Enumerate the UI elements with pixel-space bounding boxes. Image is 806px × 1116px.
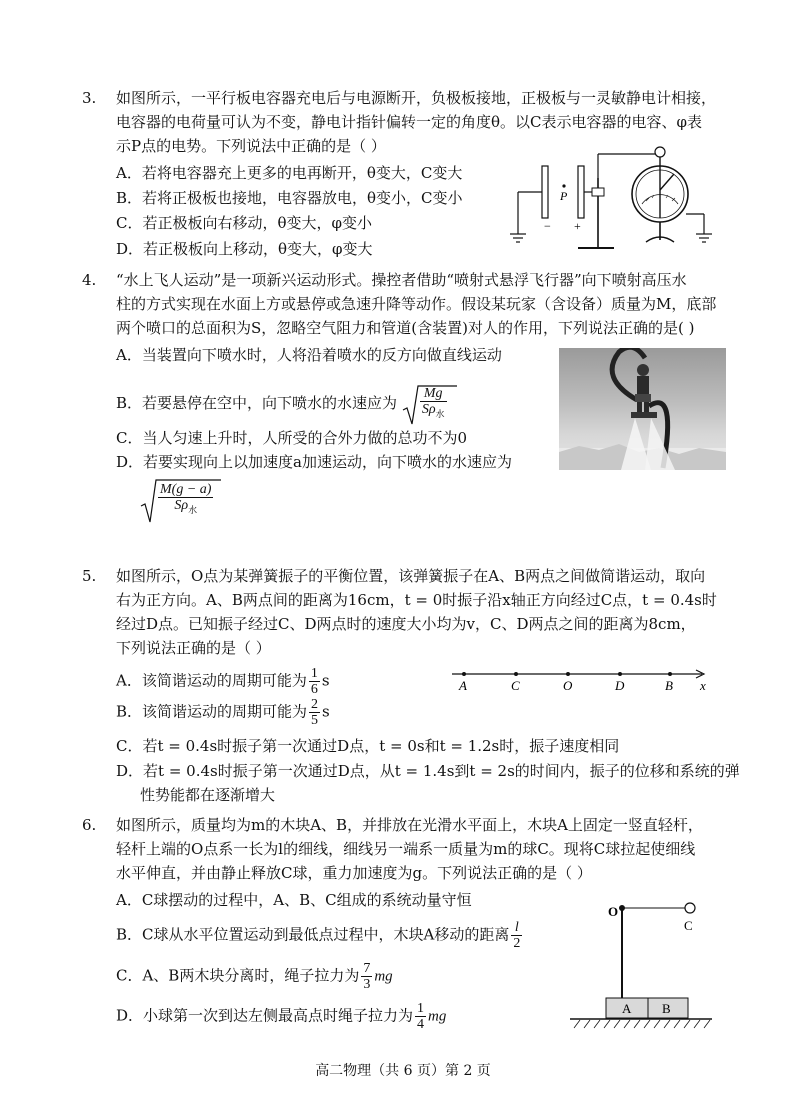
q3-label-minus: − xyxy=(544,219,551,233)
q3-number: 3. xyxy=(82,89,97,107)
q4-number: 4. xyxy=(82,271,97,289)
q5-option-c: C．若t = 0.4s时振子第一次通过D点，t = 0s和t = 1.2s时，振子速度相同 xyxy=(116,737,620,755)
q5-option-b: B．该简谐运动的周期可能为 $\frac{2}{5}$ s xyxy=(116,697,330,728)
q5-number-line-figure xyxy=(448,664,714,694)
q5-option-b-fraction: $\frac{2}{5}$ xyxy=(311,697,319,728)
page-footer: 高二物理（共 6 页）第 2 页 xyxy=(315,1063,491,1079)
axis-label-c: C xyxy=(511,678,520,693)
q6-label-c: C xyxy=(684,918,693,933)
q6-stem-line-1: 如图所示，质量均为m的木块A、B，并排放在光滑水平面上，木块A上固定一竖直轻杆， xyxy=(116,816,703,834)
q3-stem-line-2: 电容器的电荷量可认为不变，静电计指针偏转一定的角度θ。以C表示电容器的电容、φ表 xyxy=(116,113,703,131)
q6-option-b-fraction: $\frac{l}{2}$ xyxy=(513,920,521,951)
axis-label-o: O xyxy=(563,678,573,693)
q6-option-d: D．小球第一次到达左侧最高点时绳子拉力为 $\frac{1}{4}$ mg xyxy=(116,1001,447,1032)
q6-option-d-fraction: $\frac{1}{4}$ xyxy=(417,1001,425,1032)
q4-option-b-sqrt xyxy=(402,386,449,422)
q4-option-d-sqrt xyxy=(140,478,215,518)
q6-stem-line-3: 水平伸直，并由静止释放C球，重力加速度为g。下列说法正确的是（ ） xyxy=(116,864,592,882)
q3-stem-line-3: 示P点的电势。下列说法中正确的是（ ） xyxy=(116,137,386,155)
q6-number: 6. xyxy=(82,816,97,834)
q4-option-d-text: D．若要实现向上以加速度a加速运动，向下喷水的水速应为 xyxy=(116,453,512,471)
q4-option-b-text: B．若要悬停在空中，向下喷水的水速应为 xyxy=(116,393,398,412)
axis-label-x: x xyxy=(700,678,706,693)
q6-option-a: A．C球摆动的过程中，A、B、C组成的系统动量守恒 xyxy=(116,891,472,909)
axis-label-b: B xyxy=(665,678,673,693)
q6-label-a: A xyxy=(622,1001,632,1016)
q3-option-c: C．若正极板向右移动，θ变大，φ变小 xyxy=(116,214,373,232)
q5-stem-line-3: 经过D点。已知振子经过C、D两点时的速度大小均为v，C、D两点之间的距离为8cm， xyxy=(116,615,696,633)
q6-option-c-fraction: $\frac{7}{3}$ xyxy=(363,961,371,992)
q6-pendulum-figure xyxy=(566,892,716,1030)
q5-option-d-line-2: 性势能都在逐渐增大 xyxy=(140,786,276,804)
q4-option-b-fraction: $\frac{Mg}{S\rho_水}$ xyxy=(421,386,445,419)
q3-option-b: B．若将正极板也接地，电容器放电，θ变小，C变小 xyxy=(116,189,463,207)
q6-label-o: O xyxy=(608,904,619,919)
axis-label-d: D xyxy=(615,678,625,693)
q5-option-a-fraction: $\frac{1}{6}$ xyxy=(310,666,318,697)
q6-label-b: B xyxy=(662,1001,671,1016)
q6-stem-line-2: 轻杆上端的O点系一长为l的细线，细线另一端系一质量为m的球C。现将C球拉起使细线 xyxy=(116,840,696,858)
q4-option-d-fraction: $\frac{M(g - a)}{S\rho_水}$ xyxy=(160,482,212,515)
q6-option-b: B．C球从水平位置运动到最低点过程中，木块A移动的距离 $\frac{l}{2}$ xyxy=(116,920,521,951)
q3-stem-line-1: 如图所示，一平行板电容器充电后与电源断开，负极板接地，正极板与一灵敏静电计相接， xyxy=(116,89,717,107)
q5-option-d-line-1: D．若t = 0.4s时振子第一次通过D点，从t = 1.4s到t = 2s的时间内，振子的位移和系统的弹 xyxy=(116,762,740,780)
q3-label-plus: + xyxy=(574,219,581,233)
q4-option-d-formula xyxy=(140,478,215,526)
q3-capacitor-figure xyxy=(508,138,724,252)
q3-option-a: A．若将电容器充上更多的电再断开，θ变大，C变大 xyxy=(116,164,463,182)
radical-sign-icon xyxy=(140,478,222,524)
axis-label-a: A xyxy=(459,678,467,693)
q5-option-a: A．该简谐运动的周期可能为 $\frac{1}{6}$ s xyxy=(116,666,330,697)
q5-stem-line-2: 右为正方向。A、B两点间的距离为16cm，t = 0时振子沿x轴正方向经过C点，t = 0.4s时 xyxy=(116,591,717,609)
q3-option-d: D．若正极板向上移动，θ变大，φ变大 xyxy=(116,240,373,258)
water-jetpack-photo xyxy=(559,348,726,470)
q6-option-c: C．A、B两木块分离时，绳子拉力为 $\frac{7}{3}$ mg xyxy=(116,961,393,992)
q4-stem-line-2: 柱的方式实现在水面上方或悬停或急速升降等动作。假设某玩家（含设备）质量为M，底部 xyxy=(116,295,717,313)
q5-stem-line-4: 下列说法正确的是（ ） xyxy=(116,639,271,657)
q4-stem-line-1: “水上飞人运动”是一项新兴运动形式。操控者借助“喷射式悬浮飞行器”向下喷射高压水 xyxy=(116,271,687,289)
q4-option-a: A．当装置向下喷水时，人将沿着喷水的反方向做直线运动 xyxy=(116,346,502,364)
q4-stem-line-3: 两个喷口的总面积为S，忽略空气阻力和管道(含装置)对人的作用，下列说法正确的是( ) xyxy=(116,319,695,337)
q3-label-p: P xyxy=(560,189,568,203)
q5-number: 5. xyxy=(82,567,97,585)
q5-stem-line-1: 如图所示，O点为某弹簧振子的平衡位置，该弹簧振子在A、B两点之间做简谐运动，取向 xyxy=(116,567,706,585)
radical-sign-icon xyxy=(402,384,458,426)
q4-option-b xyxy=(116,386,449,422)
jetpack-flyer-illustration xyxy=(559,348,726,470)
q4-option-c: C．当人匀速上升时，人所受的合外力做的总功不为0 xyxy=(116,429,468,447)
